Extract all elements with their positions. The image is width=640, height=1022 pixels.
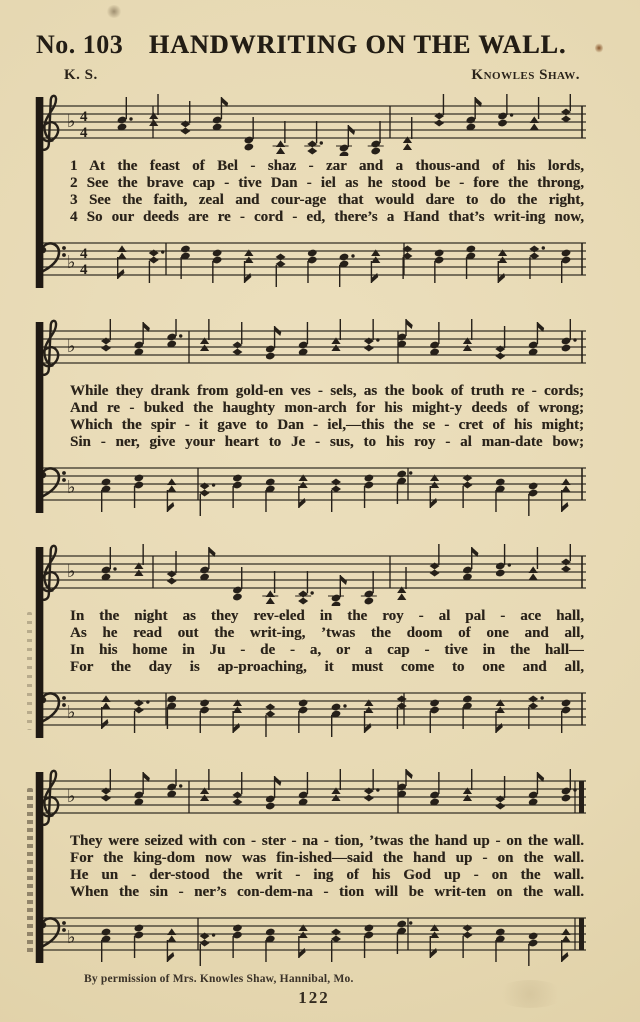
lyric-line: 4 So our deeds are re - cord - ed, there’s a Hand that’s writ-ing now, [70,209,584,225]
system-bracket [36,547,43,738]
hymn-number: No. 103 [36,30,124,59]
svg-text:♭: ♭ [67,702,76,723]
svg-text:4: 4 [80,109,88,125]
svg-text:♭: ♭ [67,336,76,357]
svg-text:4: 4 [80,246,88,262]
margin-speckle [27,612,32,730]
svg-text:♭: ♭ [67,111,76,132]
lyric-line: 1 At the feast of Bel - shaz - zar and a thous-and of his lords, [70,158,584,174]
bass-staff [36,454,588,518]
svg-text:♭: ♭ [67,927,76,948]
page-header [36,30,592,60]
permission-note: By permission of Mrs. Knowles Shaw, Hannibal, Mo. [84,973,354,985]
music-system-1 [36,92,640,293]
paper-stain [595,43,603,53]
bass-staff [36,229,588,293]
system-bracket [36,322,43,513]
lyric-line: When the sin - ner’s con-dem-na - tion will be writ-ten on the wall. [70,884,584,900]
margin-speckle [27,788,33,956]
svg-text:♭: ♭ [67,786,76,807]
lyrics-block [70,833,584,901]
composer-name: Knowles Shaw. [471,67,580,83]
lyric-line: They were seized with con - ster - na - tion, ’twas the hand up - on the wall. [70,833,584,849]
lyrics-block [70,383,584,451]
paper-stain [106,5,122,18]
svg-text:♭: ♭ [67,561,76,582]
treble-staff [36,767,588,831]
treble-staff [36,317,588,381]
lyric-line: 2 See the brave cap - tive Dan - iel as he stood be - fore the throng, [70,175,584,191]
lyric-line: As he read out the writ-ing, ’twas the doom of one and all, [70,625,584,641]
lyric-line: For the king-dom now was fin-ished—said the hand up - on the wall. [70,850,584,866]
lyric-line: He un - der-stood the writ - ing of his God up - on the wall. [70,867,584,883]
lyric-line: And re - buked the haughty mon-arch for his might-y deeds of wrong; [70,400,584,416]
music-system-4 [36,767,640,968]
treble-staff [36,92,588,156]
treble-staff [36,542,588,606]
bass-staff [36,904,588,968]
lyric-line: While they drank from gold-en ves - sels, as the book of truth re - cords; [70,383,584,399]
lyric-line: In the night as they rev-eled in the roy - al pal - ace hall, [70,608,584,624]
system-bracket [36,97,43,288]
lyrics-block [70,158,584,226]
music-system-2 [36,317,640,518]
byline-row [36,67,592,84]
page-number: 122 [298,988,330,1007]
music-system-3 [36,542,640,743]
bass-staff [36,679,588,743]
svg-text:4: 4 [80,125,88,141]
svg-text:4: 4 [80,262,88,278]
svg-text:♭: ♭ [67,477,76,498]
lyric-line: For the day is ap-proaching, it must come to one and all, [70,659,584,675]
system-bracket [36,772,43,963]
lyric-line: Sin - ner, give your heart to Je - sus, to his roy - al man-date bow; [70,434,584,450]
lyric-line: In his home in Ju - de - a, or a cap - tive in the hall— [70,642,584,658]
page-title: HANDWRITING ON THE WALL. [148,30,567,59]
lyric-line: 3 See the faith, zeal and cour-age that would dare to do the right, [70,192,584,208]
composer-initials: K. S. [64,67,98,83]
svg-text:♭: ♭ [67,252,76,273]
lyric-line: Which the spir - it gave to Dan - iel,—this the se - cret of his might; [70,417,584,433]
lyrics-block [70,608,584,676]
